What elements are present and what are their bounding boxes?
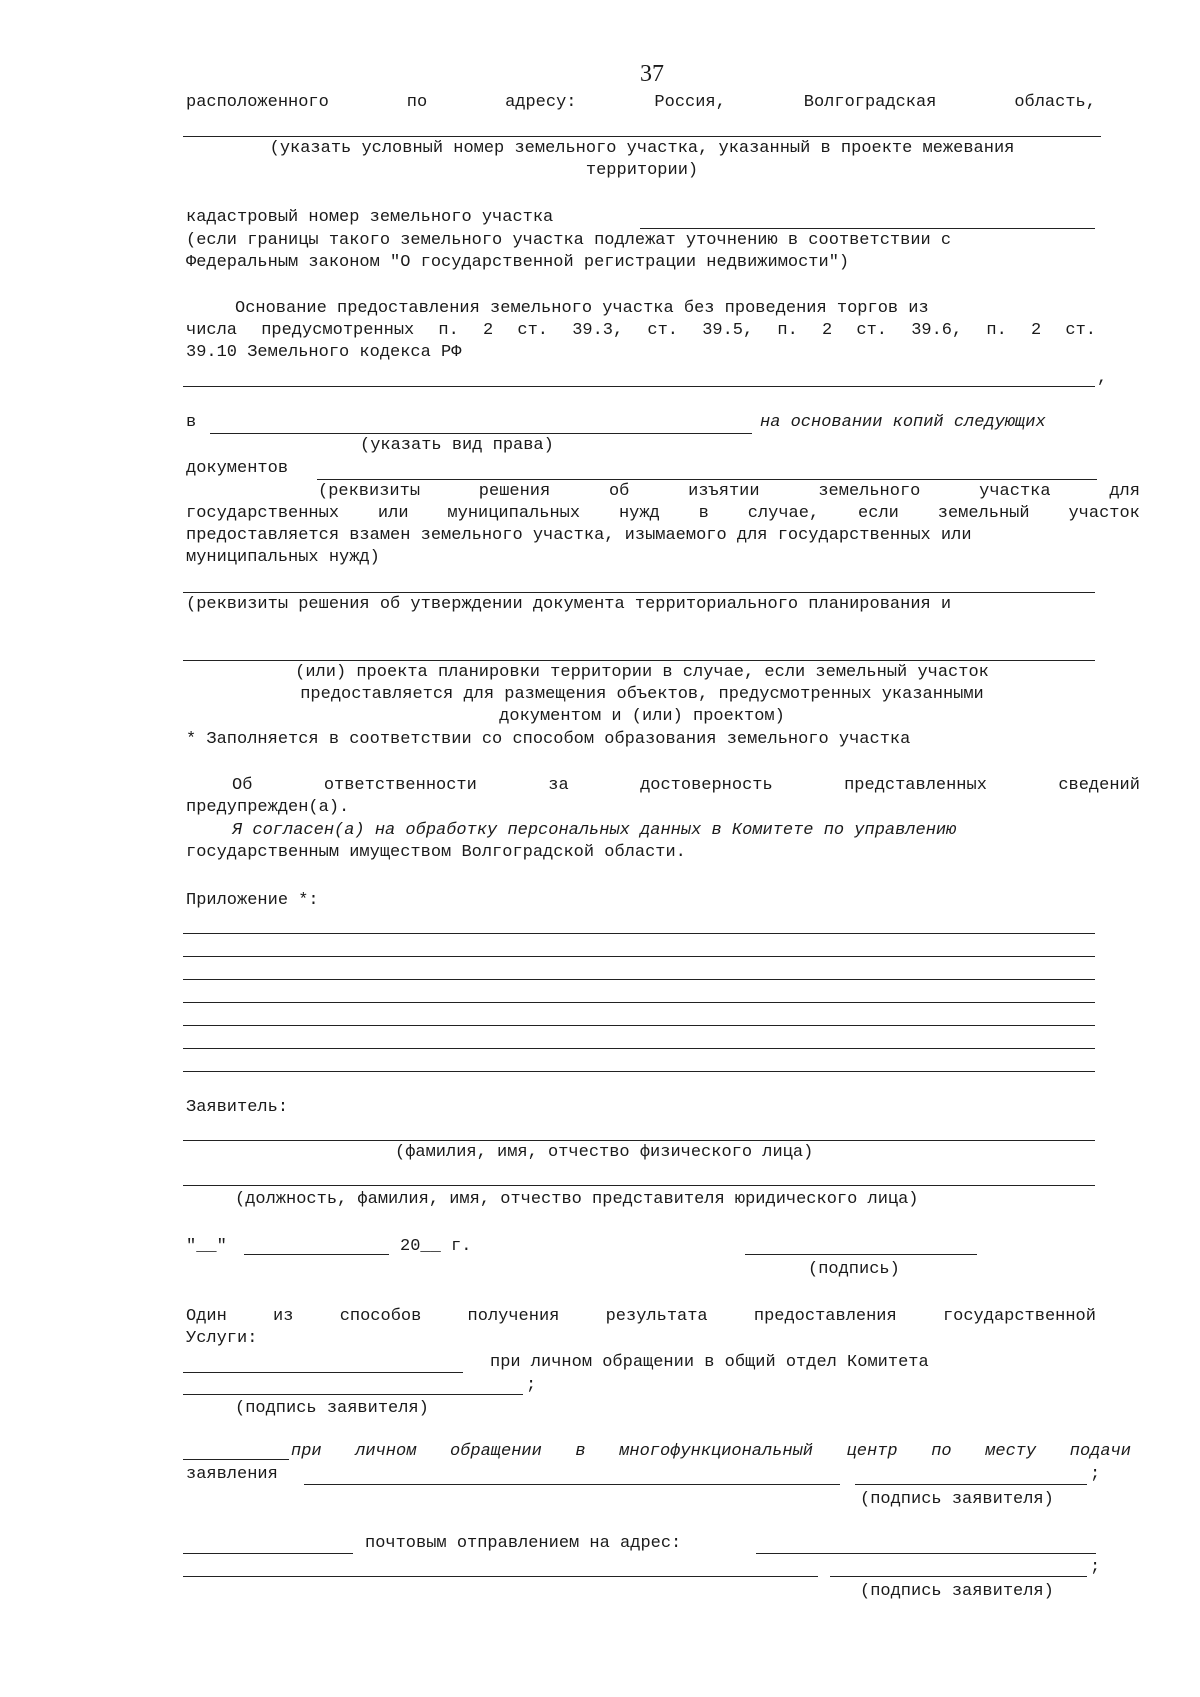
attachment-line[interactable] (183, 933, 1095, 934)
word: ст. (517, 321, 549, 340)
documents-label: документов (186, 459, 289, 478)
word: об (608, 482, 630, 501)
method-3-address-field-2[interactable] (183, 1576, 818, 1577)
applicant-label: Заявитель: (186, 1098, 289, 1117)
planning-note-line-2: (или) проекта планировки территории в случае, если земельный участок (295, 663, 989, 682)
cadastral-label: кадастровый номер земельного участка (186, 208, 554, 227)
signature-field[interactable] (745, 1254, 977, 1255)
word: решения (478, 482, 551, 501)
word: предоставления (753, 1307, 897, 1326)
word: сведений (1058, 776, 1140, 795)
basis-line-1: Основание предоставления земельного участка без проведения торгов из (235, 299, 929, 318)
word: способов (339, 1307, 422, 1326)
word: предусмотренных (261, 321, 415, 340)
word: результата (605, 1307, 708, 1326)
seizure-note-line-2 (186, 503, 1140, 525)
word: 2 (1030, 321, 1042, 340)
word: Об (232, 776, 253, 795)
method-2-address-field[interactable] (304, 1484, 840, 1485)
word: ответственности (323, 776, 477, 795)
page-number: 37 (640, 61, 664, 87)
word: за (548, 776, 569, 795)
method-3-signature-field[interactable] (830, 1576, 1087, 1577)
method-3-note: (подпись заявителя) (860, 1582, 1054, 1601)
word: Волгоградская (803, 93, 937, 112)
methods-line-2: Услуги: (186, 1329, 258, 1348)
word: центр (846, 1442, 898, 1461)
basis-line-3: 39.10 Земельного кодекса РФ (186, 343, 462, 362)
word: ст. (647, 321, 679, 340)
word: п. (986, 321, 1007, 340)
date-year[interactable]: 20__ г. (400, 1237, 472, 1256)
cadastral-note-line-2: Федеральным законом "О государственной регистрации недвижимости") (186, 253, 850, 272)
address-line (186, 92, 1096, 114)
date-month-field[interactable] (244, 1254, 389, 1255)
word: многофункциональный (619, 1442, 814, 1461)
word: представленных (844, 776, 987, 795)
applicant-person-field[interactable] (183, 1140, 1095, 1141)
word: государственных (186, 504, 340, 523)
attachment-line[interactable] (183, 1048, 1095, 1049)
method-1-signature-field[interactable] (183, 1394, 523, 1395)
method-3-semicolon: ; (1090, 1558, 1101, 1577)
cadastral-note-line-1: (если границы такого земельного участка подлежат уточнению в соответствии с (186, 231, 952, 250)
method-1-mark-field[interactable] (183, 1372, 463, 1373)
word: участка (979, 482, 1051, 501)
word: Один (186, 1307, 227, 1326)
method-3-mark-field[interactable] (183, 1553, 353, 1554)
word: по (931, 1442, 952, 1461)
word: земельного (818, 482, 921, 501)
word: получения (467, 1307, 560, 1326)
word: область, (1014, 93, 1096, 112)
word: обращении (449, 1442, 542, 1461)
method-1-text: при личном обращении в общий отдел Комитета (490, 1353, 929, 1372)
word: ст. (1065, 321, 1096, 340)
attachment-line[interactable] (183, 1071, 1095, 1072)
word: расположенного (186, 93, 329, 112)
method-3-text: почтовым отправлением на адрес: (365, 1534, 682, 1553)
right-type-field[interactable] (210, 433, 752, 434)
planning-input-line-2[interactable] (183, 660, 1095, 661)
word: государственной (942, 1307, 1096, 1326)
attachment-line[interactable] (183, 1002, 1095, 1003)
right-type-note: (указать вид права) (360, 436, 554, 455)
basis-input-line[interactable] (183, 386, 1095, 387)
word: нужд (618, 504, 660, 523)
word: в (698, 504, 709, 523)
method-1-note: (подпись заявителя) (235, 1399, 429, 1418)
signature-note: (подпись) (808, 1260, 900, 1279)
method-3-address-field[interactable] (756, 1553, 1096, 1554)
word: Россия, (654, 93, 726, 112)
word: адресу: (505, 93, 577, 112)
responsibility-line-2: предупрежден(а). (186, 798, 350, 817)
word: 2 (822, 321, 833, 340)
method-2-signature-field[interactable] (855, 1484, 1087, 1485)
word: по (406, 93, 428, 112)
word: (реквизиты (318, 482, 421, 501)
right-prefix: в (186, 413, 197, 432)
applicant-legal-field[interactable] (183, 1185, 1095, 1186)
word: 39.6, (911, 321, 963, 340)
right-suffix: на основании копий следующих (760, 413, 1046, 432)
word: достоверность (640, 776, 773, 795)
method-1-semicolon: ; (526, 1376, 537, 1395)
word: изъятии (688, 482, 760, 501)
address-note-line-1: (указать условный номер земельного участка, указанный в проекте межевания (269, 139, 1015, 158)
word: или (377, 504, 409, 523)
method-2-note: (подпись заявителя) (860, 1490, 1054, 1509)
word: из (273, 1307, 294, 1326)
planning-input-line-1[interactable] (183, 592, 1095, 593)
word: 2 (483, 321, 494, 340)
consent-line-1: Я согласен(а) на обработку персональных данных в Комитете по управлению (232, 821, 957, 840)
word: п. (777, 321, 798, 340)
consent-line-2: государственным имуществом Волгоградской области. (186, 843, 686, 862)
word: 39.3, (572, 321, 624, 340)
cadastral-number-field[interactable] (640, 228, 1095, 229)
seizure-note-line-3: предоставляется взамен земельного участка, изымаемого для государственных или (186, 526, 972, 545)
attachment-label: Приложение *: (186, 891, 319, 910)
planning-note-line-3: предоставляется для размещения объектов, предусмотренных указанными (300, 685, 984, 704)
address-note-line-2: территории) (585, 161, 699, 180)
word: подачи (1069, 1442, 1131, 1461)
address-input-line[interactable] (183, 136, 1101, 137)
date-day[interactable]: "__" (186, 1237, 227, 1256)
attachment-line[interactable] (183, 1025, 1095, 1026)
planning-note-line-4: документом и (или) проектом) (499, 707, 785, 726)
word: ст. (856, 321, 887, 340)
planning-note-line-1: (реквизиты решения об утверждении документа территориального планирования и (186, 595, 952, 614)
word: в (575, 1442, 586, 1461)
word: п. (438, 321, 459, 340)
word: участок (1068, 504, 1140, 523)
attachment-line[interactable] (183, 979, 1095, 980)
footnote: * Заполняется в соответствии со способом образования земельного участка (186, 730, 911, 749)
responsibility-line-1 (232, 775, 1140, 797)
word: земельный (937, 504, 1030, 523)
word: 39.5, (702, 321, 754, 340)
method-2-line-2: заявления (186, 1465, 278, 1484)
seizure-note-line-4: муниципальных нужд) (186, 548, 380, 567)
method-2-mark-field[interactable] (183, 1459, 289, 1460)
methods-line-1 (186, 1306, 1096, 1328)
word: месту (985, 1442, 1037, 1461)
word: для (1109, 482, 1140, 501)
applicant-person-note: (фамилия, имя, отчество физического лица) (395, 1143, 814, 1162)
word: случае, (747, 504, 820, 523)
word: муниципальных (447, 504, 581, 523)
basis-comma: , (1097, 369, 1108, 388)
word: если (858, 504, 899, 523)
word: при (291, 1442, 322, 1461)
basis-line-2 (186, 320, 1096, 342)
word: личном (355, 1442, 417, 1461)
word: числа (186, 321, 238, 340)
seizure-note-line-1 (318, 481, 1140, 503)
applicant-legal-note: (должность, фамилия, имя, отчество представителя юридического лица) (235, 1190, 919, 1209)
method-2-semicolon: ; (1090, 1465, 1101, 1484)
method-2-line-1 (291, 1441, 1131, 1463)
attachment-line[interactable] (183, 956, 1095, 957)
documents-field[interactable] (317, 479, 1097, 480)
